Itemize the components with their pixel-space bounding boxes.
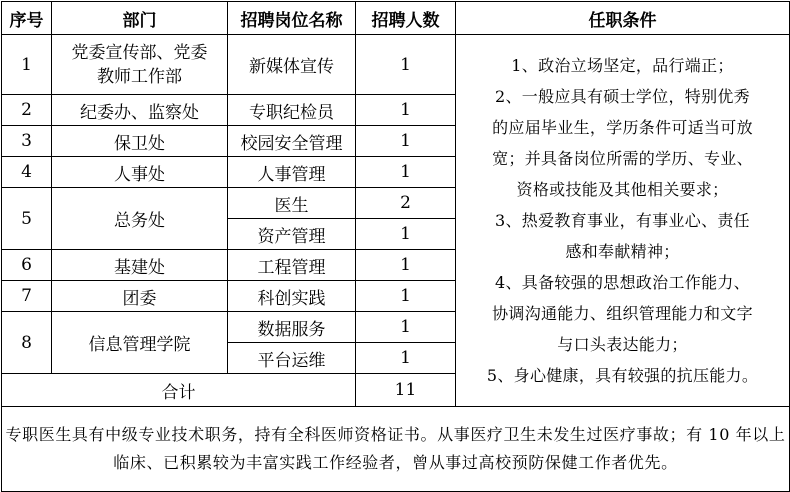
row-department bbox=[52, 35, 228, 95]
row-count: 1 bbox=[356, 281, 456, 312]
condition-line: 5、身心健康，具有较强的抗压能力。 bbox=[486, 366, 759, 385]
row-position: 人事管理 bbox=[228, 157, 356, 188]
note-text: 专职医生具有中级专业技术职务，持有全科医师资格证书。从事医疗卫生未发生过医疗事故；有 10 年以上临床、已积累较为丰富实践工作经验者，曾从事过高校预防保健工作者优先。 bbox=[2, 407, 790, 492]
row-count: 1 bbox=[356, 219, 456, 250]
condition-line: 的应届毕业生，学历条件可适当可放 bbox=[492, 118, 753, 137]
row-department: 总务处 bbox=[52, 188, 228, 250]
row-department: 基建处 bbox=[52, 250, 228, 281]
row-position: 专职纪检员 bbox=[228, 95, 356, 126]
header-conditions: 任职条件 bbox=[456, 2, 790, 35]
row-position: 科创实践 bbox=[228, 281, 356, 312]
row-position: 工程管理 bbox=[228, 250, 356, 281]
header-row bbox=[2, 2, 790, 35]
total-label: 合计 bbox=[2, 374, 356, 407]
department-line: 党委宣传部、党委 bbox=[71, 42, 208, 63]
row-count: 1 bbox=[356, 35, 456, 95]
row-count: 2 bbox=[356, 188, 456, 219]
note-row bbox=[2, 407, 790, 492]
header-index: 序号 bbox=[2, 2, 52, 35]
row-index: 6 bbox=[2, 250, 52, 281]
row-count: 1 bbox=[356, 157, 456, 188]
row-count: 1 bbox=[356, 343, 456, 374]
condition-line: 2、一般应具有硕士学位，特别优秀 bbox=[495, 87, 750, 106]
condition-line: 协调沟通能力、组织管理能力和文字 bbox=[492, 304, 753, 323]
condition-line: 1、政治立场坚定，品行端正； bbox=[511, 56, 734, 75]
condition-line: 与口头表达能力； bbox=[557, 335, 688, 354]
row-position: 新媒体宣传 bbox=[228, 35, 356, 95]
row-department: 纪委办、监察处 bbox=[52, 95, 228, 126]
row-position: 校园安全管理 bbox=[228, 126, 356, 157]
row-position: 数据服务 bbox=[228, 312, 356, 343]
department-line: 教师工作部 bbox=[97, 66, 182, 87]
row-index: 7 bbox=[2, 281, 52, 312]
condition-line: 感和奉献精神； bbox=[565, 242, 680, 261]
condition-line: 宽；并具备岗位所需的学历、专业、 bbox=[492, 149, 753, 168]
row-count: 1 bbox=[356, 126, 456, 157]
conditions-cell bbox=[456, 35, 790, 407]
row-position: 医生 bbox=[228, 188, 356, 219]
row-department: 保卫处 bbox=[52, 126, 228, 157]
row-count: 1 bbox=[356, 250, 456, 281]
row-department: 人事处 bbox=[52, 157, 228, 188]
table-row bbox=[2, 35, 790, 95]
header-position: 招聘岗位名称 bbox=[228, 2, 356, 35]
row-index: 3 bbox=[2, 126, 52, 157]
row-index: 4 bbox=[2, 157, 52, 188]
condition-line: 资格或技能及其他相关要求； bbox=[516, 180, 729, 199]
header-count: 招聘人数 bbox=[356, 2, 456, 35]
condition-line: 4、具备较强的思想政治工作能力、 bbox=[495, 273, 750, 292]
row-position: 平台运维 bbox=[228, 343, 356, 374]
row-index: 5 bbox=[2, 188, 52, 250]
row-department: 团委 bbox=[52, 281, 228, 312]
header-department: 部门 bbox=[52, 2, 228, 35]
row-index: 2 bbox=[2, 95, 52, 126]
row-index: 8 bbox=[2, 312, 52, 374]
row-department: 信息管理学院 bbox=[52, 312, 228, 374]
total-count: 11 bbox=[356, 374, 456, 407]
condition-line: 3、热爱教育事业，有事业心、责任 bbox=[495, 211, 750, 230]
row-count: 1 bbox=[356, 95, 456, 126]
row-index: 1 bbox=[2, 35, 52, 95]
recruitment-table bbox=[1, 1, 790, 492]
row-count: 1 bbox=[356, 312, 456, 343]
row-position: 资产管理 bbox=[228, 219, 356, 250]
